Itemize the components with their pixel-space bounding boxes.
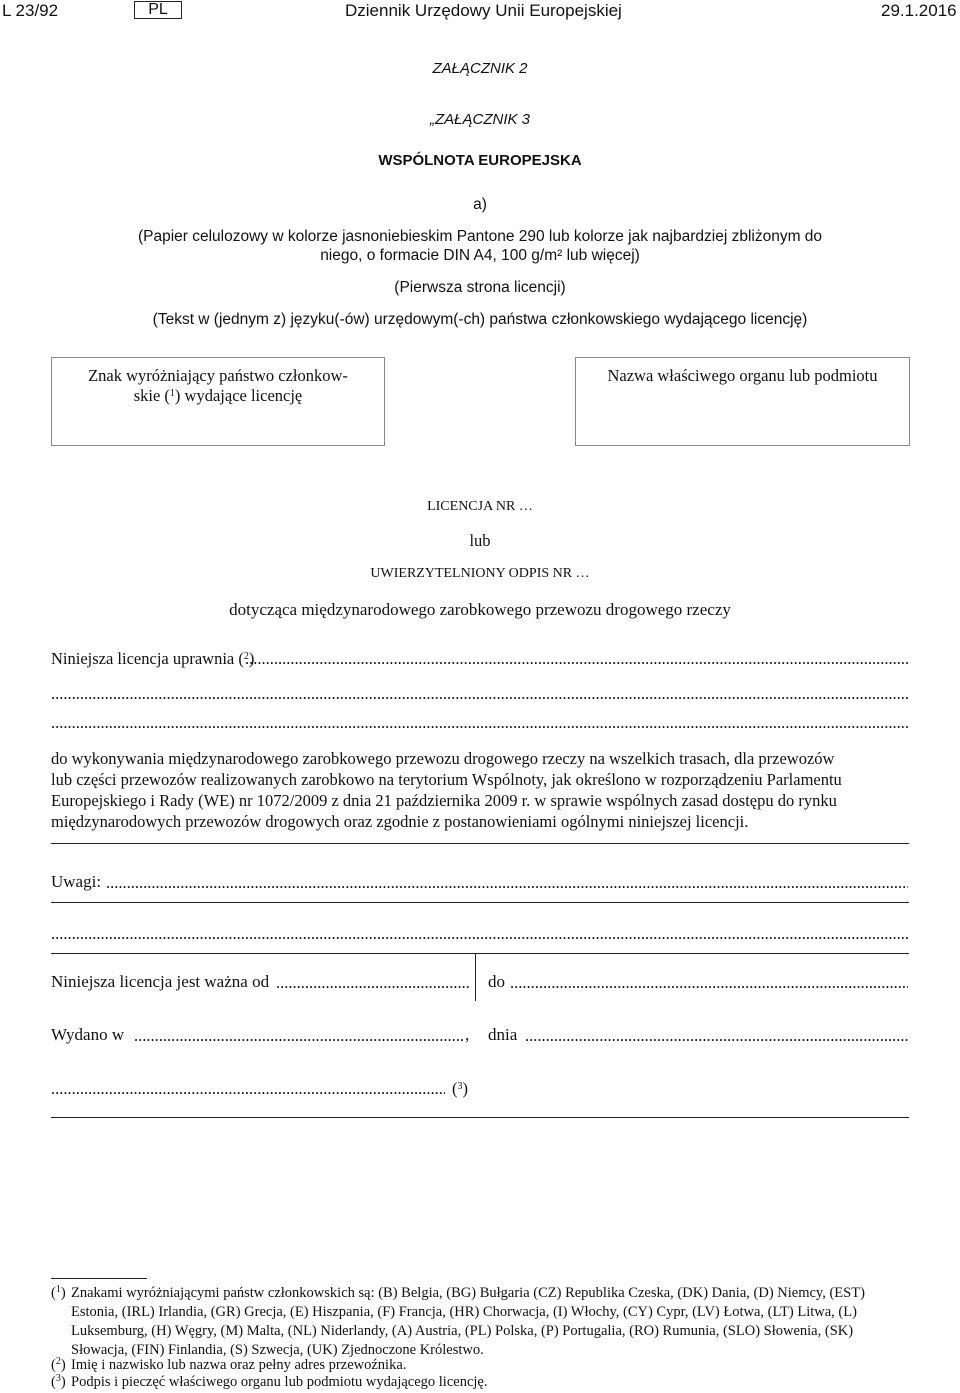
entitles-label: Niniejsza licencja uprawnia ($^2$) <box>51 649 255 668</box>
footnote-line: Luksemburg, (H) Węgry, (M) Malta, (NL) Niderlandy, (A) Austria, (PL) Polska, (P) Portugalia, (RO) Rumunia, (SLO) Słowenia, (SK) <box>71 1323 854 1339</box>
competent-authority-label: Nazwa właściwego organu lub podmiotu <box>607 366 878 385</box>
divider <box>51 953 909 954</box>
body-line: Europejskiego i Rady (WE) nr 1072/2009 z dnia 21 października 2009 r. w sprawie wspólnych zasad dostępu do rynku <box>51 791 837 810</box>
footnote-line: Imię i nazwisko lub nazwa oraz pełny adres przewoźnika. <box>71 1357 407 1373</box>
remarks-dotted-field <box>106 873 908 893</box>
divider <box>51 843 909 844</box>
member-state-sign-line-2: skie ($^1$) wydające licencję <box>133 386 303 405</box>
certified-copy-number: UWIERZYTELNIONY ODPIS NR … <box>370 566 590 581</box>
remarks-dotted-field-2 <box>51 924 908 944</box>
signature-footnote-ref: ($^3$) <box>452 1079 468 1098</box>
community-heading: WSPÓLNOTA EUROPEJSKA <box>378 152 582 169</box>
remarks-label: Uwagi: <box>51 872 102 891</box>
signature-dotted-field <box>51 1079 445 1099</box>
valid-to-label: do <box>488 972 505 991</box>
carrier-dotted-field-3 <box>51 713 908 733</box>
footnote-line: Estonia, (IRL) Irlandia, (GR) Grecja, (E) Hiszpania, (F) Francja, (HR) Chorwacja, (I) Włochy, (CY) Cypr, (LV) Łotwa, (LT) Litwa, (L) <box>71 1304 857 1320</box>
column-separator <box>475 953 476 1001</box>
first-page-note: (Pierwsza strona licencji) <box>394 279 566 296</box>
valid-from-label: Niniejsza licencja jest ważna od <box>51 972 270 991</box>
language-note: (Tekst w (jednym z) języku(-ów) urzędowym(-ch) państwa członkowskiego wydającego licencję) <box>152 311 808 328</box>
divider <box>51 1117 909 1118</box>
divider <box>51 902 909 903</box>
publication-date: 29.1.2016 <box>881 1 957 20</box>
annex-title: ZAŁĄCZNIK 2 <box>432 60 528 77</box>
valid-to-dotted-field <box>510 973 908 993</box>
footnote-line: Podpis i pieczęć właściwego organu lub podmiotu wydającego licencję. <box>71 1374 488 1390</box>
issued-at-dotted-field <box>134 1026 463 1046</box>
paper-spec-line-2: niego, o formacie DIN A4, 100 g/m² lub więcej) <box>320 247 640 264</box>
issued-date-dotted-field <box>525 1026 908 1046</box>
footnote-separator <box>51 1278 147 1279</box>
issued-date-label: dnia <box>488 1025 518 1044</box>
body-line: lub części przewozów realizowanych zarobkowo na terytorium Wspólnoty, jak określono w rozporządzeniu Parlamentu <box>51 770 842 789</box>
licence-number: LICENCJA NR … <box>427 499 533 514</box>
carrier-dotted-field-1 <box>245 649 908 669</box>
footnote-line: Znakami wyróżniającymi państw członkowskich są: (B) Belgia, (BG) Bułgaria (CZ) Republika Czeska, (DK) Dania, (D) Niemcy, (EST) <box>71 1285 865 1301</box>
footnote-mark: ($^1$) <box>51 1284 66 1301</box>
annex-subtitle: „ZAŁĄCZNIK 3 <box>429 111 531 128</box>
footnote-mark: ($^3$) <box>51 1373 66 1390</box>
licence-subject: dotycząca międzynarodowego zarobkowego przewozu drogowego rzeczy <box>229 600 731 619</box>
or-label: lub <box>469 531 491 550</box>
issued-at-label: Wydano w <box>51 1025 125 1044</box>
paper-spec-line-1: (Papier celulozowy w kolorze jasnoniebieskim Pantone 290 lub kolorze jak najbardziej zbliżonym do <box>137 228 823 245</box>
language-badge: PL <box>134 1 182 19</box>
member-state-sign-line-1: Znak wyróżniający państwo członkow- <box>88 366 348 385</box>
journal-title: Dziennik Urzędowy Unii Europejskiej <box>345 1 622 20</box>
member-state-sign-box <box>51 357 385 446</box>
body-line: międzynarodowych przewozów drogowych oraz zgodnie z postanowieniami ogólnymi niniejszej licencji. <box>51 812 749 831</box>
point-label: a) <box>473 196 487 213</box>
body-line: do wykonywania międzynarodowego zarobkowego przewozu drogowego rzeczy na wszelkich trasach, dla przewozów <box>51 749 835 768</box>
issued-comma: , <box>465 1025 470 1044</box>
page-reference: L 23/92 <box>2 1 59 20</box>
competent-authority-box <box>575 357 910 446</box>
carrier-dotted-field-2 <box>51 684 908 704</box>
licence-body-paragraph <box>51 748 911 832</box>
footnote-3 <box>51 1373 911 1392</box>
footnote-mark: ($^2$) <box>51 1356 66 1373</box>
valid-from-dotted-field <box>276 973 470 993</box>
footnote-1 <box>51 1284 911 1360</box>
footnote-line: Słowacja, (FIN) Finlandia, (S) Szwecja, (UK) Zjednoczone Królestwo. <box>71 1342 484 1358</box>
